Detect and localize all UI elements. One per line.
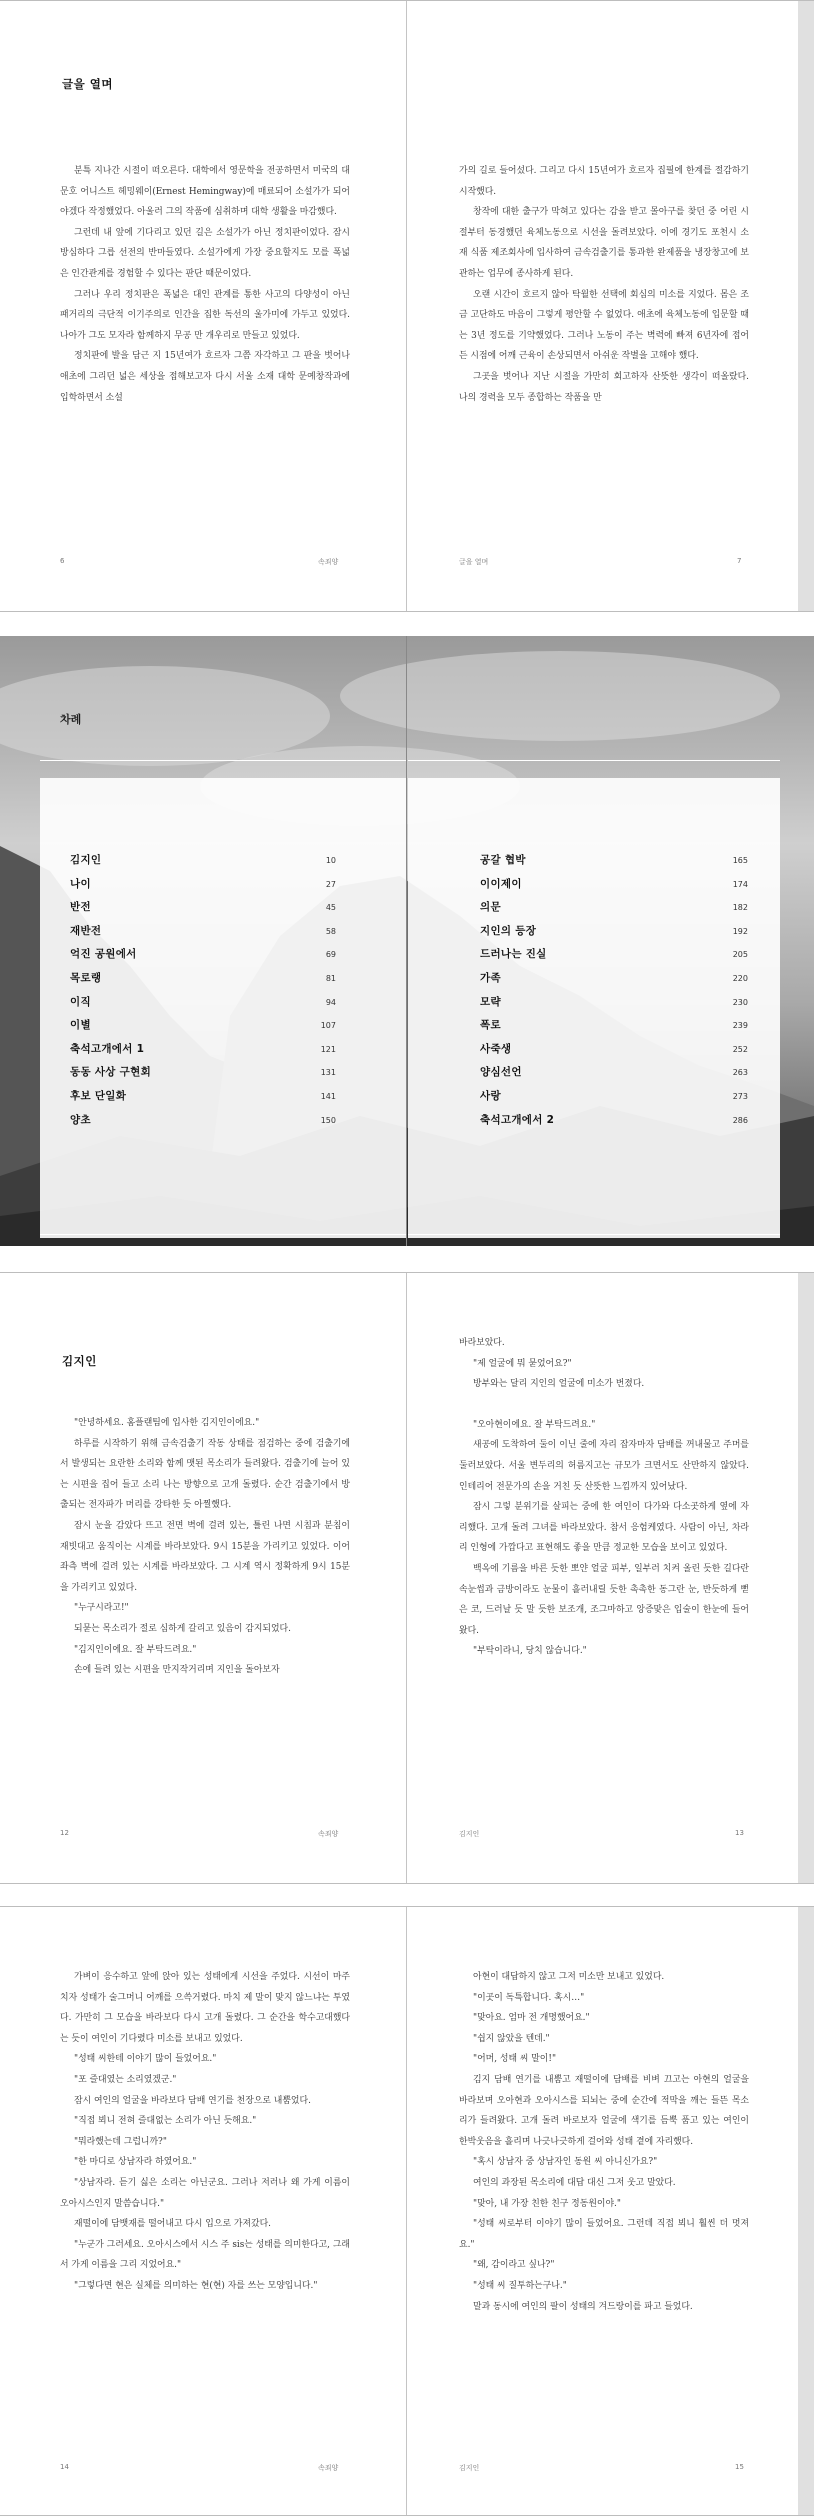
toc-entry[interactable] bbox=[70, 852, 336, 876]
running-head: 김지인 bbox=[459, 1830, 480, 1838]
paragraph: 여인의 과장된 목소리에 대답 대신 그저 웃고 말았다. bbox=[473, 2177, 676, 2188]
chapter-title: 김지인 bbox=[62, 1354, 97, 1368]
spread-chapter-kimjiin-cont bbox=[0, 1906, 814, 2516]
paragraph: 말과 동시에 여인의 팔이 성태의 겨드랑이를 파고 들었다. bbox=[473, 2301, 693, 2312]
paragraph: "김지인이에요. 잘 부탁드려요." bbox=[74, 1644, 197, 1655]
toc-entry[interactable] bbox=[70, 1017, 336, 1041]
toc-entry-page: 58 bbox=[325, 926, 336, 936]
toc-entry[interactable] bbox=[480, 899, 748, 923]
paragraph: "맞아요. 엄마 전 개명했어요." bbox=[473, 2013, 590, 2024]
paragraph: 오랜 시간이 흐르지 않아 탁월한 선택에 회심의 미소를 지었다. 몸은 조금 고단하도 마음이 그렇게 평안할 수 없었다. 애초에 육체노동에 입문할 때는 3년 정도를 기약했었다. 그러나 노동이 주는 벽력에 빠져 6년자에 접어든 시점에 어깨 근육이 손상되면서 아쉬운 작별을 고해야 했다. bbox=[459, 289, 749, 362]
toc-entry[interactable] bbox=[70, 1041, 336, 1065]
toc-entry-title: 동동 사상 구현회 bbox=[70, 1066, 152, 1079]
toc-entry[interactable] bbox=[70, 923, 336, 947]
paragraph: "직접 뵈니 전혀 즐대없는 소리가 아닌 듯해요." bbox=[74, 2116, 257, 2127]
body-text bbox=[60, 1413, 350, 1681]
toc-entry-title: 억진 공원에서 bbox=[70, 948, 137, 961]
paragraph: 새공에 도착하여 둘이 이닌 줄에 자리 잡자마자 담배를 꺼내물고 주머를 둘러보았다. 서울 변두리의 허름지고는 규모가 크면서도 산만하지 않았다. 인테리어 전문가의 손을 거친 듯 산뜻한 느낌까지 있어났다. bbox=[459, 1440, 749, 1492]
toc-entry-title: 폭로 bbox=[480, 1019, 501, 1032]
paragraph-spacer bbox=[459, 1395, 749, 1415]
toc-entry[interactable] bbox=[70, 899, 336, 923]
paragraph: 잠시 그렇 분위기를 살피는 중에 한 여인이 다가와 다소곳하게 옆에 자리했다. 고개 돌려 그녀를 바라보았다. 참서 응험케였다. 사람이 아닌, 차라리 인형에 가깝다고 표현해도 좋을 만큼 정교한 모습을 보이고 있었다. bbox=[459, 1502, 749, 1554]
toc-entry[interactable] bbox=[480, 1064, 748, 1088]
running-head: 속죄양 bbox=[318, 1830, 339, 1838]
body-text bbox=[459, 1333, 749, 1662]
paragraph: "성태 씨로부터 이야기 많이 들었어요. 그런데 직접 뵈니 훨씬 더 멋져요." bbox=[459, 2219, 749, 2250]
paragraph: 바라보았다. bbox=[459, 1338, 505, 1348]
toc-list-right bbox=[480, 852, 748, 1135]
paragraph: 재떨이에 담뱃재를 떨어내고 다시 입으로 가져갔다. bbox=[74, 2219, 271, 2230]
toc-entry-title: 후보 단일화 bbox=[70, 1089, 127, 1102]
toc-entry-title: 모략 bbox=[480, 995, 501, 1008]
toc-entry[interactable] bbox=[480, 852, 748, 876]
page-15 bbox=[407, 1907, 798, 2515]
toc-entry-title: 가족 bbox=[480, 971, 501, 984]
paragraph: "누구시라고!" bbox=[74, 1603, 129, 1614]
toc-entry-title: 이이제이 bbox=[480, 877, 522, 890]
toc-entry-page: 27 bbox=[325, 879, 336, 889]
toc-entry-page: 263 bbox=[732, 1068, 748, 1078]
toc-entry[interactable] bbox=[70, 946, 336, 970]
toc-entry-title: 축석고개에서 1 bbox=[70, 1042, 145, 1055]
toc-entry-title: 김지인 bbox=[70, 854, 102, 866]
toc-entry-title: 반전 bbox=[70, 901, 91, 914]
page-edge-shadow bbox=[798, 1273, 814, 1883]
page-14 bbox=[0, 1907, 406, 2515]
toc-entry-page: 141 bbox=[320, 1091, 336, 1101]
toc-entry-title: 드러나는 진실 bbox=[480, 948, 547, 961]
toc-entry[interactable] bbox=[70, 1112, 336, 1136]
paragraph: "뭐라했는데 그럽니까?" bbox=[74, 2136, 167, 2147]
toc-entry-page: 165 bbox=[732, 856, 748, 865]
spread-preface bbox=[0, 0, 814, 612]
toc-entry-page: 286 bbox=[732, 1115, 748, 1125]
toc-entry-page: 230 bbox=[732, 997, 748, 1007]
toc-entry-title: 공갈 협박 bbox=[480, 854, 526, 866]
toc-entry-title: 이별 bbox=[70, 1019, 91, 1032]
toc-rule-left bbox=[40, 760, 406, 761]
paragraph: "누군가 그러세요. 오아시스에서 시스 주 sis는 성태를 의미한다고, 그래서 가게 이름을 그리 지었어요." bbox=[60, 2239, 350, 2271]
toc-entry-title: 이직 bbox=[70, 995, 91, 1008]
toc-entry-title: 목로랭 bbox=[70, 971, 102, 984]
toc-entry-title: 지인의 등장 bbox=[480, 924, 537, 937]
paragraph: "쉽지 않았을 텐데." bbox=[473, 2033, 550, 2044]
paragraph: "성태 씨한테 이야기 많이 들었어요." bbox=[74, 2054, 217, 2065]
page-number: 13 bbox=[735, 1829, 744, 1837]
toc-entry-page: 121 bbox=[320, 1044, 336, 1054]
page-13 bbox=[407, 1273, 798, 1883]
paragraph: "혹시 상남자 중 상남자인 동원 씨 아니신가요?" bbox=[473, 2157, 658, 2168]
page-number: 6 bbox=[60, 557, 65, 565]
toc-entry[interactable] bbox=[70, 970, 336, 994]
page-number: 15 bbox=[735, 2463, 744, 2471]
paragraph: 김지 담배 연기를 내뿜고 재떨이에 담배를 비벼 끄고는 아현의 얼굴을 바라보며 오아현과 오아시스를 되뇌는 중에 순간에 적막을 깨는 들뜬 목소리가 들려왔다. 고개 돌려 바로보자 얼굴에 색기를 듬뿍 품고 있는 여인이 한박웃음을 흘리며 나긋나긋하게 걸어와 성태 곁에 자리했다. bbox=[459, 2074, 749, 2147]
body-text bbox=[60, 1967, 350, 2297]
toc-entry[interactable] bbox=[480, 994, 748, 1018]
toc-entry-page: 10 bbox=[325, 856, 336, 865]
running-head: 김지인 bbox=[459, 2464, 480, 2472]
toc-entry-page: 94 bbox=[325, 997, 336, 1007]
page-number: 7 bbox=[737, 557, 742, 565]
paragraph: "그렇다면 현은 실체를 의미하는 현(현) 자를 쓰는 모양입니다." bbox=[74, 2280, 318, 2291]
toc-entry[interactable] bbox=[480, 970, 748, 994]
paragraph: "맞아, 내 가장 친한 친구 정동원이야." bbox=[473, 2198, 621, 2209]
toc-entry-title: 축석고개에서 2 bbox=[480, 1113, 555, 1126]
toc-entry-page: 220 bbox=[732, 973, 748, 983]
paragraph: "안녕하세요. 홈플랜팀에 입사한 김지인이에요." bbox=[74, 1418, 260, 1428]
toc-entry[interactable] bbox=[70, 994, 336, 1018]
toc-rule-bottom-left bbox=[40, 1234, 406, 1235]
paragraph: "제 얼굴에 뭐 묻었어요?" bbox=[473, 1358, 572, 1369]
page-6 bbox=[0, 1, 406, 611]
gutter-divider bbox=[406, 636, 407, 1246]
toc-entry-page: 182 bbox=[732, 903, 748, 913]
toc-entry-page: 131 bbox=[320, 1068, 336, 1078]
paragraph: 백옥에 기름을 바른 듯한 뽀얀 얼굴 피부, 일부러 치켜 올린 듯한 길다란 속눈썹과 금방이라도 눈물이 흘러내릴 듯한 촉촉한 동그란 눈, 반듯하게 뻗은 코, 드러날 듯 말 듯한 보조개, 조그마하고 앙증맞은 입술이 한눈에 들어왔다. bbox=[459, 1563, 749, 1636]
paragraph: 그러나 우리 정치판은 폭넓은 대인 관계를 통한 사고의 다양성이 아닌 패거리의 극단적 이기주의로 인간을 집한 독선의 울가미에 가두고 있었다. 나아가 그도 모자라 함께하지 무공 만 개우리로 만들고 있었다. bbox=[60, 289, 350, 341]
paragraph: "부탁이라니, 당치 않습니다." bbox=[473, 1646, 587, 1657]
page-edge-shadow bbox=[798, 1, 814, 611]
toc-entry-page: 45 bbox=[325, 903, 336, 913]
paragraph: 손에 들려 있는 시편을 만지작거리며 지인을 돌아보자 bbox=[74, 1665, 280, 1676]
toc-entry-page: 150 bbox=[320, 1115, 336, 1125]
paragraph: 가의 길로 들어섰다. 그리고 다시 15년여가 흐르자 집필에 한계를 절감하기 시작했다. bbox=[459, 166, 749, 197]
toc-entry-page: 273 bbox=[732, 1091, 748, 1101]
paragraph: 그곳을 벗어나 지난 시절을 가만히 회고하자 산뜻한 생각이 떠올랐다. 나의 경력을 모두 종합하는 작품을 만 bbox=[459, 371, 749, 403]
toc-entry-title: 사랑 bbox=[480, 1089, 501, 1102]
running-head: 글을 열며 bbox=[459, 558, 489, 566]
toc-entry-page: 174 bbox=[732, 879, 748, 889]
paragraph: "상남자라. 듣기 싫은 소리는 아닌군요. 그러나 저러나 왜 가게 이름이 오아시스인지 말씀습니다." bbox=[60, 2177, 350, 2209]
toc-entry-title: 양심선언 bbox=[480, 1066, 522, 1079]
toc-entry-title: 의문 bbox=[480, 901, 501, 914]
toc-entry-page: 192 bbox=[732, 926, 748, 936]
spread-chapter-kimjiin bbox=[0, 1272, 814, 1884]
toc-entry-page: 252 bbox=[732, 1044, 748, 1054]
toc-entry-page: 205 bbox=[732, 950, 748, 960]
toc-rule-bottom-right bbox=[408, 1234, 780, 1235]
toc-entry[interactable] bbox=[480, 1017, 748, 1041]
toc-entry-page: 81 bbox=[325, 973, 336, 983]
paragraph: 가벼이 응수하고 앞에 앉아 있는 성태에게 시선을 주었다. 시선이 마주치자 성태가 술그머니 어깨를 으쓱거렸다. 마치 제 말이 맞지 않느냐는 투였다. 가만히 그 모습을 바라보다 다시 고개 돌렸다. 그 순간을 학수고대했다는 듯이 여인이 기다렸다 미소를 보내고 있었다. bbox=[60, 1972, 350, 2044]
paragraph: 하루를 시작하기 위해 금속검출기 작동 상태를 점검하는 중에 검출기에서 발생되는 요란한 소리와 함께 맷된 목소리가 들려왔다. 검출기에 늘어 있는 시편을 집어 들고 소리 나는 방향으로 고개 돌렸다. 순간 검출기에서 방출되는 전자파가 머리를 강타한 듯 아찔했다. bbox=[60, 1438, 350, 1511]
page-7 bbox=[407, 1, 798, 611]
paragraph: 방부와는 달리 지인의 얼굴에 미소가 번졌다. bbox=[473, 1379, 645, 1390]
page-edge-shadow bbox=[798, 1907, 814, 2515]
body-text bbox=[459, 1967, 749, 2317]
running-head: 속죄양 bbox=[318, 558, 339, 566]
spread-table-of-contents bbox=[0, 636, 814, 1246]
toc-rule-right bbox=[408, 760, 780, 761]
toc-entry-title: 나이 bbox=[70, 877, 91, 890]
paragraph: "어머, 성태 씨 말이!" bbox=[473, 2054, 557, 2065]
toc-entry-page: 69 bbox=[325, 950, 336, 960]
paragraph: "왜, 감이라고 싶나?" bbox=[473, 2260, 555, 2271]
paragraph: 분특 지나간 시절이 떠오른다. 대학에서 영문학을 전공하면서 미국의 대문호 어니스트 헤밍웨이(Ernest Hemingway)에 매료되어 소설가가 되어야겠다 작정했었다. 아울러 그의 작품에 심취하며 대학 생활을 마감했다. bbox=[60, 166, 350, 218]
toc-entry[interactable] bbox=[480, 1088, 748, 1112]
toc-entry[interactable] bbox=[70, 1088, 336, 1112]
paragraph: 정치판에 발을 담근 지 15년여가 흐르자 그쯤 자각하고 그 판을 벗어나 애초에 그리던 넓은 세상을 접해보고자 다시 서울 소재 대학 문예창작과에 입학하면서 소설 bbox=[60, 351, 350, 403]
paragraph: 창작에 대한 출구가 막혀고 있다는 감을 받고 몰아구를 찾던 중 어린 시절부터 동경했던 육체노동으로 시선을 돌려보았다. 이에 경기도 포천시 소재 식품 제조회사에 입사하여 금속검출기를 통과한 완제품을 냉장창고에 보관하는 업무에 종사하게 된다. bbox=[459, 207, 749, 279]
toc-entry[interactable] bbox=[480, 923, 748, 947]
toc-entry-title: 양초 bbox=[70, 1113, 91, 1126]
paragraph: 잠시 눈을 감았다 뜨고 전면 벽에 걸려 있는, 틀린 나면 시침과 분침이 재빗대고 움직이는 시계를 바라보았다. 9시 15분을 가리키고 있었다. 이어 좌측 벽에 걸려 있는 시계를 바라보았다. 그 시계 역시 정확하게 9시 15분을 가리키고 있었다. bbox=[60, 1520, 350, 1593]
toc-entry[interactable] bbox=[480, 1112, 748, 1136]
toc-entry-title: 사죽생 bbox=[480, 1042, 512, 1055]
page-12 bbox=[0, 1273, 406, 1883]
toc-entry[interactable] bbox=[70, 1064, 336, 1088]
paragraph: "오아현이에요. 잘 부탁드려요." bbox=[473, 1419, 596, 1430]
paragraph: "포 즐대였는 소리였겠군." bbox=[74, 2074, 177, 2085]
toc-entry[interactable] bbox=[480, 1041, 748, 1065]
paragraph: "성태 씨 질투하는구나." bbox=[473, 2280, 567, 2291]
toc-entry[interactable] bbox=[480, 946, 748, 970]
page-number: 12 bbox=[60, 1829, 69, 1837]
toc-title: 차례 bbox=[60, 713, 82, 726]
paragraph: 그런데 내 앞에 기다리고 있던 길은 소설가가 아닌 정치판이었다. 잠시 방심하다 그릅 선전의 반마들였다. 소설가에게 가장 중요할지도 모를 폭넓은 인간관계를 경험할 수 있다는 판단 때문이었다. bbox=[60, 227, 350, 279]
paragraph: "한 마디로 상남자라 하였어요." bbox=[74, 2157, 197, 2168]
paragraph: "이곳이 독특합니다. 혹시…" bbox=[473, 1992, 585, 2003]
toc-entry-page: 239 bbox=[732, 1021, 748, 1031]
running-head: 속죄양 bbox=[318, 2464, 339, 2472]
page-number: 14 bbox=[60, 2463, 69, 2471]
toc-entry[interactable] bbox=[70, 876, 336, 900]
body-text bbox=[60, 161, 350, 408]
paragraph: 되묻는 목소리가 절로 심하게 갈리고 있음이 감지되었다. bbox=[74, 1623, 291, 1634]
chapter-title: 글을 열며 bbox=[62, 77, 113, 91]
toc-list-left bbox=[70, 852, 336, 1135]
paragraph: 잠시 여인의 얼굴을 바라보다 담배 연기를 천장으로 내뿜었다. bbox=[74, 2095, 311, 2106]
paragraph: 아현이 대답하지 않고 그저 미소만 보내고 있었다. bbox=[473, 1972, 665, 1982]
body-text bbox=[459, 161, 749, 408]
toc-entry-title: 재반전 bbox=[70, 924, 102, 937]
toc-entry[interactable] bbox=[480, 876, 748, 900]
toc-entry-page: 107 bbox=[320, 1021, 336, 1031]
